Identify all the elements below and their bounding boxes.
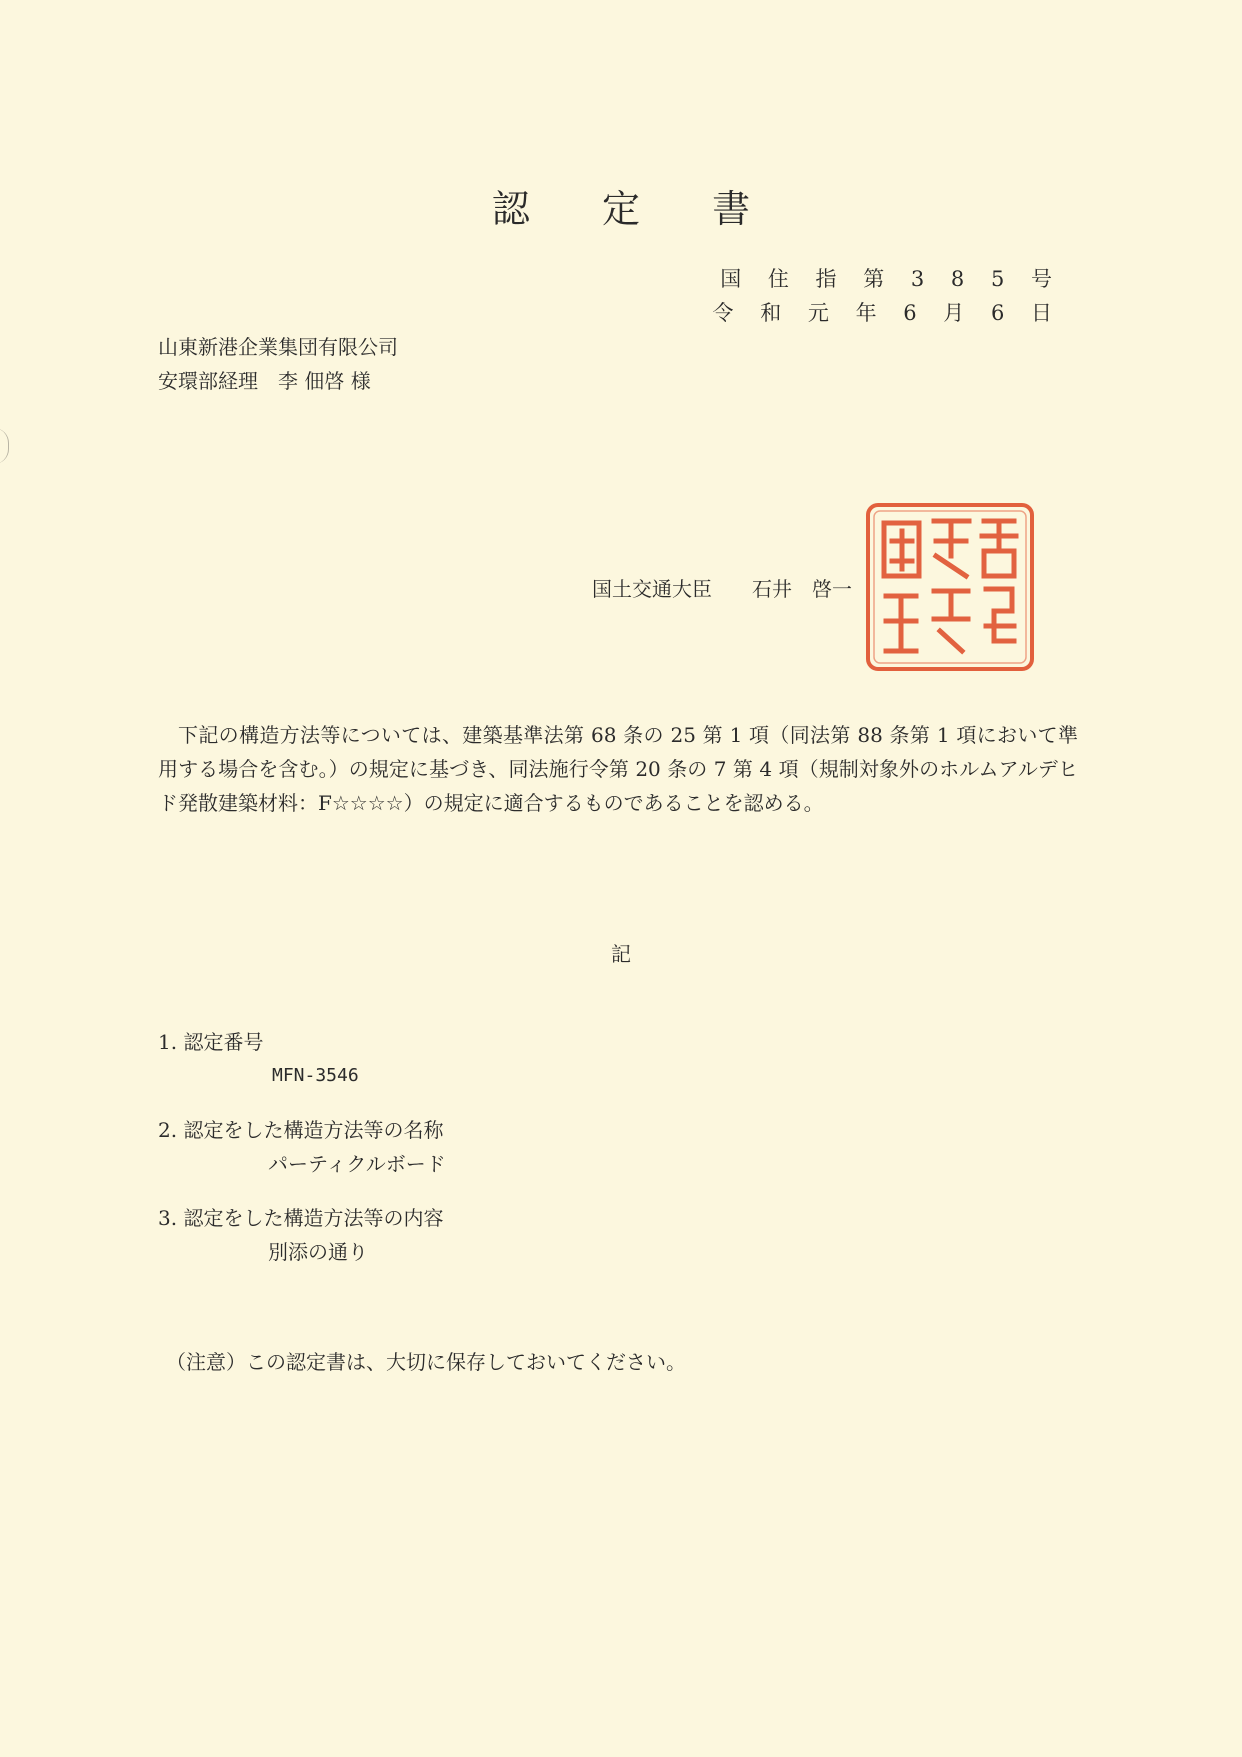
official-seal-stamp	[864, 501, 1036, 673]
item-value: 別添の通り	[268, 1240, 368, 1264]
item-head: 1. 認定番号	[158, 1030, 264, 1054]
item-head: 3. 認定をした構造方法等の内容	[158, 1206, 444, 1230]
issuer-name: 石井 啓一	[752, 577, 852, 601]
item-value: MFN-3546	[272, 1065, 359, 1086]
binding-edge-mark	[0, 428, 9, 464]
recipient-block	[158, 330, 398, 398]
reference-block	[713, 262, 1062, 330]
issuer-title: 国土交通大臣	[592, 577, 712, 601]
ki-label: 記	[611, 942, 631, 966]
recipient-company: 山東新港企業集団有限公司	[158, 335, 398, 359]
item-method-name	[158, 1113, 1058, 1181]
issue-date: 令 和 元 年 6 月 6 日	[712, 301, 1062, 325]
certification-body-text: 下記の構造方法等については、建築基準法第 68 条の 25 第 1 項（同法第 88 条第 1 項において準用する場合を含む。）の規定に基づき、同法施行令第 20 条の 7 第 4 項（規制対象外のホルムアルデヒド発散建築材料：F☆☆☆☆）の規定に適合するものであることを認める。	[158, 723, 1078, 815]
certification-items	[158, 1025, 1058, 1289]
reference-number: 国 住 指 第 3 8 5 号	[720, 267, 1062, 291]
issuer-block	[592, 573, 852, 602]
item-method-content	[158, 1201, 1058, 1269]
item-value: パーティクルボード	[268, 1152, 446, 1176]
item-head: 2. 認定をした構造方法等の名称	[158, 1118, 444, 1142]
document-title: 認 定 書	[491, 187, 781, 231]
recipient-person: 安環部経理 李 佃啓 様	[158, 369, 371, 393]
item-certification-number	[158, 1025, 1058, 1093]
caution-note: （注意）この認定書は、大切に保存しておいてください。	[166, 1350, 686, 1374]
